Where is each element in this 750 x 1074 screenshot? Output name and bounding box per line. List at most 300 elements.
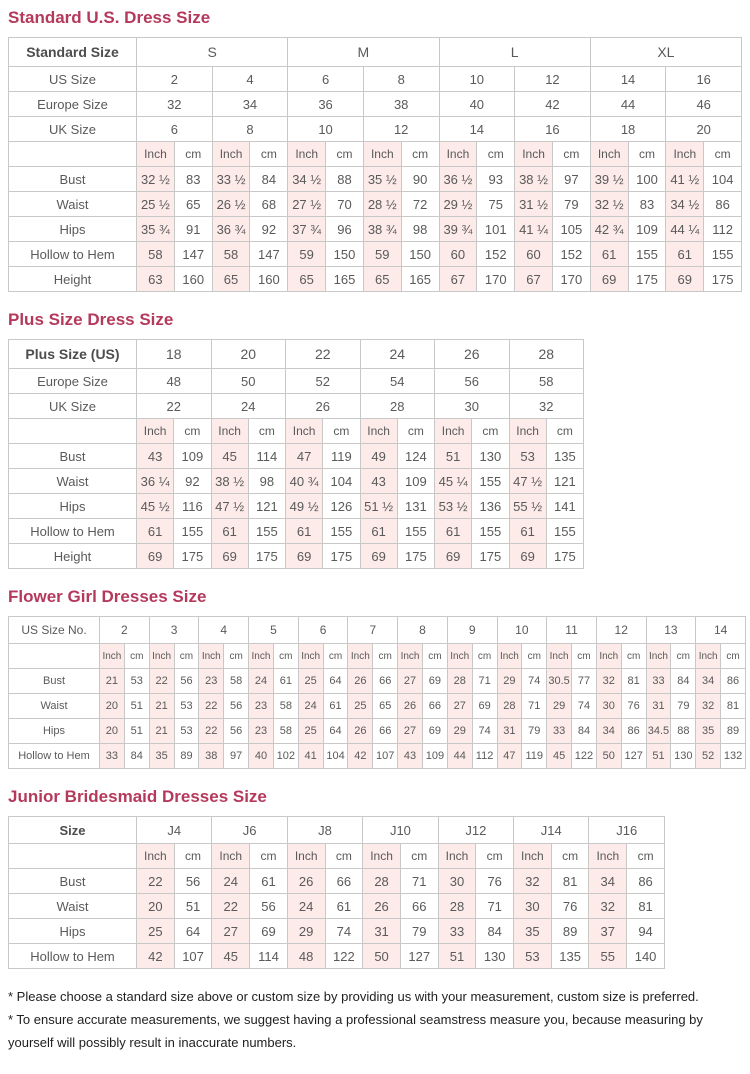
measure-cm-cell: 121 bbox=[546, 469, 583, 494]
size-header-cell: 20 bbox=[211, 340, 286, 369]
unit-cm-label: cm bbox=[546, 419, 583, 444]
size-header-cell: 13 bbox=[646, 617, 696, 644]
measure-inch-cell: 69 bbox=[590, 267, 628, 292]
unit-cm-label: cm bbox=[174, 142, 212, 167]
measure-inch-cell: 53 bbox=[514, 944, 552, 969]
measure-inch-cell: 20 bbox=[100, 694, 125, 719]
measure-inch-cell: 45 bbox=[212, 944, 250, 969]
unit-inch-label: Inch bbox=[547, 644, 572, 669]
unit-inch-label: Inch bbox=[646, 644, 671, 669]
measure-inch-cell: 53 bbox=[509, 444, 546, 469]
measure-cm-cell: 76 bbox=[551, 894, 589, 919]
size-header-cell: 22 bbox=[286, 340, 361, 369]
measure-cm-cell: 69 bbox=[422, 669, 447, 694]
measure-cm-cell: 64 bbox=[323, 719, 348, 744]
measure-inch-cell: 27 bbox=[398, 719, 423, 744]
measure-cm-cell: 175 bbox=[174, 544, 211, 569]
measure-inch-cell: 28 ½ bbox=[363, 192, 401, 217]
measure-inch-cell: 29 bbox=[447, 719, 472, 744]
measure-inch-cell: 61 bbox=[137, 519, 174, 544]
measure-inch-cell: 49 ½ bbox=[286, 494, 323, 519]
size-cell: 44 bbox=[590, 92, 666, 117]
measure-cm-cell: 170 bbox=[552, 267, 590, 292]
unit-cm-label: cm bbox=[323, 644, 348, 669]
flower-girl-section bbox=[8, 587, 742, 769]
measure-inch-cell: 31 bbox=[497, 719, 522, 744]
measure-inch-cell: 33 bbox=[438, 919, 476, 944]
unit-cm-label: cm bbox=[373, 644, 398, 669]
measure-inch-cell: 31 bbox=[646, 694, 671, 719]
size-header-cell: 5 bbox=[249, 617, 299, 644]
measure-inch-cell: 32 bbox=[514, 869, 552, 894]
measure-cm-cell: 90 bbox=[401, 167, 439, 192]
measure-inch-cell: 47 ½ bbox=[211, 494, 248, 519]
row-label: Waist bbox=[9, 469, 137, 494]
measure-cm-cell: 66 bbox=[325, 869, 363, 894]
measure-cm-cell: 135 bbox=[546, 444, 583, 469]
measure-cm-cell: 155 bbox=[248, 519, 285, 544]
measure-cm-cell: 91 bbox=[174, 217, 212, 242]
measure-inch-cell: 34.5 bbox=[646, 719, 671, 744]
section-title-plus: Plus Size Dress Size bbox=[8, 310, 174, 329]
measure-cm-cell: 130 bbox=[476, 944, 514, 969]
units-row bbox=[9, 844, 665, 869]
size-cell: 10 bbox=[288, 117, 364, 142]
measure-inch-cell: 69 bbox=[211, 544, 248, 569]
measure-inch-cell: 30 bbox=[438, 869, 476, 894]
measure-cm-cell: 135 bbox=[551, 944, 589, 969]
measure-inch-cell: 29 bbox=[547, 694, 572, 719]
unit-inch-label: Inch bbox=[447, 644, 472, 669]
unit-inch-label: Inch bbox=[137, 142, 175, 167]
measure-inch-cell: 61 bbox=[590, 242, 628, 267]
measure-cm-cell: 68 bbox=[250, 192, 288, 217]
measure-inch-cell: 32 bbox=[589, 894, 627, 919]
standard-size-table bbox=[8, 37, 742, 292]
measure-inch-cell: 32 bbox=[596, 669, 621, 694]
unit-cm-label: cm bbox=[325, 844, 363, 869]
measure-inch-cell: 36 ½ bbox=[439, 167, 477, 192]
measure-cm-cell: 84 bbox=[476, 919, 514, 944]
measure-inch-cell: 32 ½ bbox=[590, 192, 628, 217]
measure-cm-cell: 155 bbox=[628, 242, 666, 267]
measure-inch-cell: 61 bbox=[509, 519, 546, 544]
measure-inch-cell: 29 ½ bbox=[439, 192, 477, 217]
measure-cm-cell: 56 bbox=[250, 894, 288, 919]
measure-inch-cell: 35 bbox=[514, 919, 552, 944]
size-header-cell: 4 bbox=[199, 617, 249, 644]
unit-cm-label: cm bbox=[621, 644, 646, 669]
measure-cm-cell: 97 bbox=[224, 744, 249, 769]
measure-inch-cell: 31 ½ bbox=[515, 192, 553, 217]
measure-inch-cell: 22 bbox=[199, 694, 224, 719]
row-label: Waist bbox=[9, 192, 137, 217]
measure-cm-cell: 122 bbox=[325, 944, 363, 969]
size-header-cell: J6 bbox=[212, 817, 287, 844]
measure-cm-cell: 64 bbox=[323, 669, 348, 694]
units-row bbox=[9, 142, 742, 167]
unit-inch-label: Inch bbox=[590, 142, 628, 167]
measure-cm-cell: 77 bbox=[572, 669, 597, 694]
measure-inch-cell: 26 bbox=[398, 694, 423, 719]
section-title-standard: Standard U.S. Dress Size bbox=[8, 8, 211, 27]
measure-cm-cell: 101 bbox=[477, 217, 515, 242]
measure-cm-cell: 70 bbox=[326, 192, 364, 217]
row-label: Hollow to Hem bbox=[9, 242, 137, 267]
measure-cm-cell: 107 bbox=[174, 944, 212, 969]
measure-cm-cell: 141 bbox=[546, 494, 583, 519]
measure-cm-cell: 109 bbox=[174, 444, 211, 469]
units-row bbox=[9, 644, 746, 669]
measure-cm-cell: 175 bbox=[397, 544, 434, 569]
measure-cm-cell: 175 bbox=[546, 544, 583, 569]
measure-inch-cell: 20 bbox=[137, 894, 175, 919]
row-label: US Size bbox=[9, 67, 137, 92]
flower-girl-table bbox=[8, 616, 746, 769]
section-title-junior: Junior Bridesmaid Dresses Size bbox=[8, 787, 267, 806]
measure-inch-cell: 43 bbox=[360, 469, 397, 494]
footnote-standard-size: * Please choose a standard size above or custom size by providing us with your measurement, custom size is preferred. bbox=[8, 989, 699, 1004]
size-cell: 50 bbox=[211, 369, 286, 394]
measure-cm-cell: 51 bbox=[124, 719, 149, 744]
unit-inch-label: Inch bbox=[363, 142, 401, 167]
measure-inch-cell: 45 bbox=[211, 444, 248, 469]
size-header-cell: 12 bbox=[596, 617, 646, 644]
measure-cm-cell: 53 bbox=[174, 694, 199, 719]
measure-inch-cell: 34 ½ bbox=[288, 167, 326, 192]
row-label-empty bbox=[9, 142, 137, 167]
measure-cm-cell: 61 bbox=[250, 869, 288, 894]
size-cell: 18 bbox=[590, 117, 666, 142]
section-gap bbox=[8, 292, 742, 310]
measure-cm-cell: 83 bbox=[174, 167, 212, 192]
measure-cm-cell: 56 bbox=[224, 719, 249, 744]
measure-inch-cell: 27 bbox=[447, 694, 472, 719]
unit-inch-label: Inch bbox=[666, 142, 704, 167]
size-header-cell: 8 bbox=[398, 617, 448, 644]
measure-inch-cell: 24 bbox=[212, 869, 250, 894]
measure-inch-cell: 61 bbox=[211, 519, 248, 544]
size-cell: 10 bbox=[439, 67, 515, 92]
measure-inch-cell: 40 bbox=[249, 744, 274, 769]
measure-inch-cell: 50 bbox=[596, 744, 621, 769]
measure-inch-cell: 69 bbox=[435, 544, 472, 569]
measure-cm-cell: 79 bbox=[522, 719, 547, 744]
measure-inch-cell: 38 ¾ bbox=[363, 217, 401, 242]
size-cell: 46 bbox=[666, 92, 742, 117]
unit-cm-label: cm bbox=[323, 419, 360, 444]
measure-cm-cell: 155 bbox=[472, 469, 509, 494]
measure-inch-cell: 55 bbox=[589, 944, 627, 969]
unit-cm-label: cm bbox=[671, 644, 696, 669]
measure-cm-cell: 119 bbox=[323, 444, 360, 469]
size-row bbox=[9, 92, 742, 117]
measure-cm-cell: 165 bbox=[326, 267, 364, 292]
size-header-cell: 6 bbox=[298, 617, 348, 644]
size-cell: 54 bbox=[360, 369, 435, 394]
measure-inch-cell: 21 bbox=[149, 694, 174, 719]
unit-cm-label: cm bbox=[522, 644, 547, 669]
table-corner-label: US Size No. bbox=[9, 617, 100, 644]
measure-cm-cell: 74 bbox=[472, 719, 497, 744]
measure-row bbox=[9, 519, 584, 544]
measure-cm-cell: 98 bbox=[401, 217, 439, 242]
size-header-cell: 28 bbox=[509, 340, 584, 369]
unit-cm-label: cm bbox=[472, 419, 509, 444]
measure-cm-cell: 74 bbox=[325, 919, 363, 944]
size-cell: 48 bbox=[137, 369, 212, 394]
measure-cm-cell: 122 bbox=[572, 744, 597, 769]
measure-inch-cell: 25 bbox=[348, 694, 373, 719]
measure-inch-cell: 41 bbox=[298, 744, 323, 769]
size-header-cell: 10 bbox=[497, 617, 547, 644]
unit-cm-label: cm bbox=[704, 142, 742, 167]
measure-cm-cell: 71 bbox=[400, 869, 438, 894]
unit-inch-label: Inch bbox=[149, 644, 174, 669]
measure-cm-cell: 66 bbox=[373, 719, 398, 744]
measure-cm-cell: 81 bbox=[621, 669, 646, 694]
measure-inch-cell: 51 bbox=[438, 944, 476, 969]
measure-inch-cell: 60 bbox=[515, 242, 553, 267]
plus-size-table bbox=[8, 339, 584, 569]
junior-bridesmaid-section bbox=[8, 787, 742, 969]
measure-cm-cell: 61 bbox=[325, 894, 363, 919]
junior-bridesmaid-table bbox=[8, 816, 665, 969]
section-gap bbox=[8, 569, 742, 587]
row-label: Bust bbox=[9, 869, 137, 894]
row-label: Hips bbox=[9, 217, 137, 242]
measure-row bbox=[9, 494, 584, 519]
measure-inch-cell: 44 ¼ bbox=[666, 217, 704, 242]
measure-cm-cell: 127 bbox=[621, 744, 646, 769]
measure-row bbox=[9, 944, 665, 969]
measure-inch-cell: 31 bbox=[363, 919, 401, 944]
size-cell: 12 bbox=[515, 67, 591, 92]
unit-inch-label: Inch bbox=[596, 644, 621, 669]
size-cell: 32 bbox=[509, 394, 584, 419]
size-header-cell: 3 bbox=[149, 617, 199, 644]
measure-cm-cell: 56 bbox=[224, 694, 249, 719]
measure-cm-cell: 86 bbox=[621, 719, 646, 744]
measure-cm-cell: 175 bbox=[704, 267, 742, 292]
measure-inch-cell: 40 ¾ bbox=[286, 469, 323, 494]
section-title-flower-girl: Flower Girl Dresses Size bbox=[8, 587, 207, 606]
row-label: Hollow to Hem bbox=[9, 944, 137, 969]
unit-inch-label: Inch bbox=[514, 844, 552, 869]
measure-cm-cell: 92 bbox=[174, 469, 211, 494]
unit-inch-label: Inch bbox=[360, 419, 397, 444]
measure-inch-cell: 45 ¼ bbox=[435, 469, 472, 494]
measure-inch-cell: 61 bbox=[666, 242, 704, 267]
measure-inch-cell: 41 ½ bbox=[666, 167, 704, 192]
measure-cm-cell: 126 bbox=[323, 494, 360, 519]
row-label-empty bbox=[9, 644, 100, 669]
measure-inch-cell: 49 bbox=[360, 444, 397, 469]
measure-inch-cell: 25 ½ bbox=[137, 192, 175, 217]
measure-cm-cell: 150 bbox=[401, 242, 439, 267]
size-cell: 22 bbox=[137, 394, 212, 419]
unit-cm-label: cm bbox=[401, 142, 439, 167]
section-gap bbox=[8, 769, 742, 787]
measure-inch-cell: 26 bbox=[348, 669, 373, 694]
measure-cm-cell: 83 bbox=[628, 192, 666, 217]
measure-cm-cell: 88 bbox=[671, 719, 696, 744]
measure-cm-cell: 112 bbox=[704, 217, 742, 242]
measure-inch-cell: 34 bbox=[696, 669, 721, 694]
unit-inch-label: Inch bbox=[509, 419, 546, 444]
measure-cm-cell: 61 bbox=[323, 694, 348, 719]
unit-cm-label: cm bbox=[174, 844, 212, 869]
size-cell: 30 bbox=[435, 394, 510, 419]
measure-inch-cell: 22 bbox=[199, 719, 224, 744]
measure-inch-cell: 35 ½ bbox=[363, 167, 401, 192]
measure-inch-cell: 61 bbox=[286, 519, 323, 544]
size-cell: 24 bbox=[211, 394, 286, 419]
measure-cm-cell: 71 bbox=[522, 694, 547, 719]
measure-row bbox=[9, 242, 742, 267]
measure-row bbox=[9, 894, 665, 919]
measure-inch-cell: 24 bbox=[298, 694, 323, 719]
measure-row bbox=[9, 669, 746, 694]
measure-inch-cell: 26 ½ bbox=[212, 192, 250, 217]
measure-cm-cell: 58 bbox=[224, 669, 249, 694]
measure-cm-cell: 69 bbox=[472, 694, 497, 719]
measure-cm-cell: 147 bbox=[174, 242, 212, 267]
unit-inch-label: Inch bbox=[348, 644, 373, 669]
measure-cm-cell: 165 bbox=[401, 267, 439, 292]
size-header-cell: 2 bbox=[100, 617, 150, 644]
measure-cm-cell: 81 bbox=[627, 894, 665, 919]
measure-inch-cell: 37 ¾ bbox=[288, 217, 326, 242]
measure-cm-cell: 66 bbox=[373, 669, 398, 694]
measure-cm-cell: 72 bbox=[401, 192, 439, 217]
unit-inch-label: Inch bbox=[298, 644, 323, 669]
measure-inch-cell: 30.5 bbox=[547, 669, 572, 694]
unit-inch-label: Inch bbox=[439, 142, 477, 167]
measure-inch-cell: 23 bbox=[249, 719, 274, 744]
measure-cm-cell: 136 bbox=[472, 494, 509, 519]
measure-cm-cell: 94 bbox=[627, 919, 665, 944]
unit-inch-label: Inch bbox=[435, 419, 472, 444]
measure-inch-cell: 69 bbox=[666, 267, 704, 292]
measure-cm-cell: 152 bbox=[552, 242, 590, 267]
measure-inch-cell: 39 ½ bbox=[590, 167, 628, 192]
plus-size-section bbox=[8, 310, 742, 569]
measure-inch-cell: 28 bbox=[363, 869, 401, 894]
measure-cm-cell: 69 bbox=[422, 719, 447, 744]
size-cell: 6 bbox=[137, 117, 213, 142]
measure-cm-cell: 79 bbox=[671, 694, 696, 719]
measure-inch-cell: 48 bbox=[287, 944, 325, 969]
measure-cm-cell: 147 bbox=[250, 242, 288, 267]
measure-inch-cell: 51 bbox=[435, 444, 472, 469]
measure-cm-cell: 119 bbox=[522, 744, 547, 769]
size-row bbox=[9, 67, 742, 92]
measure-inch-cell: 24 bbox=[249, 669, 274, 694]
unit-cm-label: cm bbox=[627, 844, 665, 869]
measure-cm-cell: 155 bbox=[174, 519, 211, 544]
measure-inch-cell: 39 ¾ bbox=[439, 217, 477, 242]
measure-cm-cell: 155 bbox=[546, 519, 583, 544]
measure-cm-cell: 84 bbox=[124, 744, 149, 769]
measure-inch-cell: 22 bbox=[137, 869, 175, 894]
measure-inch-cell: 43 bbox=[137, 444, 174, 469]
table-header-row bbox=[9, 340, 584, 369]
measure-row bbox=[9, 869, 665, 894]
measure-row bbox=[9, 744, 746, 769]
measure-inch-cell: 38 ½ bbox=[211, 469, 248, 494]
size-header-cell: L bbox=[439, 38, 590, 67]
measure-inch-cell: 35 bbox=[696, 719, 721, 744]
measure-cm-cell: 75 bbox=[477, 192, 515, 217]
measure-inch-cell: 28 bbox=[447, 669, 472, 694]
unit-inch-label: Inch bbox=[515, 142, 553, 167]
measure-cm-cell: 65 bbox=[174, 192, 212, 217]
measure-cm-cell: 150 bbox=[326, 242, 364, 267]
measure-inch-cell: 32 bbox=[696, 694, 721, 719]
measure-inch-cell: 20 bbox=[100, 719, 125, 744]
measure-cm-cell: 175 bbox=[628, 267, 666, 292]
measure-inch-cell: 58 bbox=[137, 242, 175, 267]
unit-cm-label: cm bbox=[326, 142, 364, 167]
unit-inch-label: Inch bbox=[137, 844, 175, 869]
size-cell: 16 bbox=[515, 117, 591, 142]
measure-inch-cell: 45 bbox=[547, 744, 572, 769]
measure-inch-cell: 69 bbox=[509, 544, 546, 569]
measure-inch-cell: 63 bbox=[137, 267, 175, 292]
size-header-cell: J14 bbox=[514, 817, 589, 844]
unit-inch-label: Inch bbox=[286, 419, 323, 444]
measure-inch-cell: 33 bbox=[547, 719, 572, 744]
size-header-cell: 9 bbox=[447, 617, 497, 644]
unit-cm-label: cm bbox=[552, 142, 590, 167]
measure-cm-cell: 84 bbox=[671, 669, 696, 694]
unit-cm-label: cm bbox=[248, 419, 285, 444]
measure-cm-cell: 93 bbox=[477, 167, 515, 192]
unit-inch-label: Inch bbox=[249, 644, 274, 669]
unit-cm-label: cm bbox=[476, 844, 514, 869]
unit-inch-label: Inch bbox=[696, 644, 721, 669]
measure-row bbox=[9, 192, 742, 217]
measure-inch-cell: 43 bbox=[398, 744, 423, 769]
measure-inch-cell: 27 bbox=[398, 669, 423, 694]
size-cell: 56 bbox=[435, 369, 510, 394]
size-row bbox=[9, 117, 742, 142]
measure-inch-cell: 26 bbox=[287, 869, 325, 894]
measure-inch-cell: 59 bbox=[363, 242, 401, 267]
row-label: Hips bbox=[9, 919, 137, 944]
size-header-cell: 11 bbox=[547, 617, 597, 644]
measure-cm-cell: 155 bbox=[397, 519, 434, 544]
units-row bbox=[9, 419, 584, 444]
size-cell: 4 bbox=[212, 67, 288, 92]
measure-inch-cell: 24 bbox=[287, 894, 325, 919]
measure-row bbox=[9, 919, 665, 944]
size-cell: 8 bbox=[212, 117, 288, 142]
measure-inch-cell: 65 bbox=[363, 267, 401, 292]
measure-cm-cell: 74 bbox=[522, 669, 547, 694]
measure-cm-cell: 175 bbox=[323, 544, 360, 569]
size-header-cell: 18 bbox=[137, 340, 212, 369]
measure-inch-cell: 33 bbox=[100, 744, 125, 769]
measure-cm-cell: 79 bbox=[552, 192, 590, 217]
unit-inch-label: Inch bbox=[137, 419, 174, 444]
standard-size-section bbox=[8, 8, 742, 292]
measure-inch-cell: 27 bbox=[212, 919, 250, 944]
size-cell: 12 bbox=[363, 117, 439, 142]
measure-cm-cell: 84 bbox=[250, 167, 288, 192]
measure-inch-cell: 42 bbox=[137, 944, 175, 969]
